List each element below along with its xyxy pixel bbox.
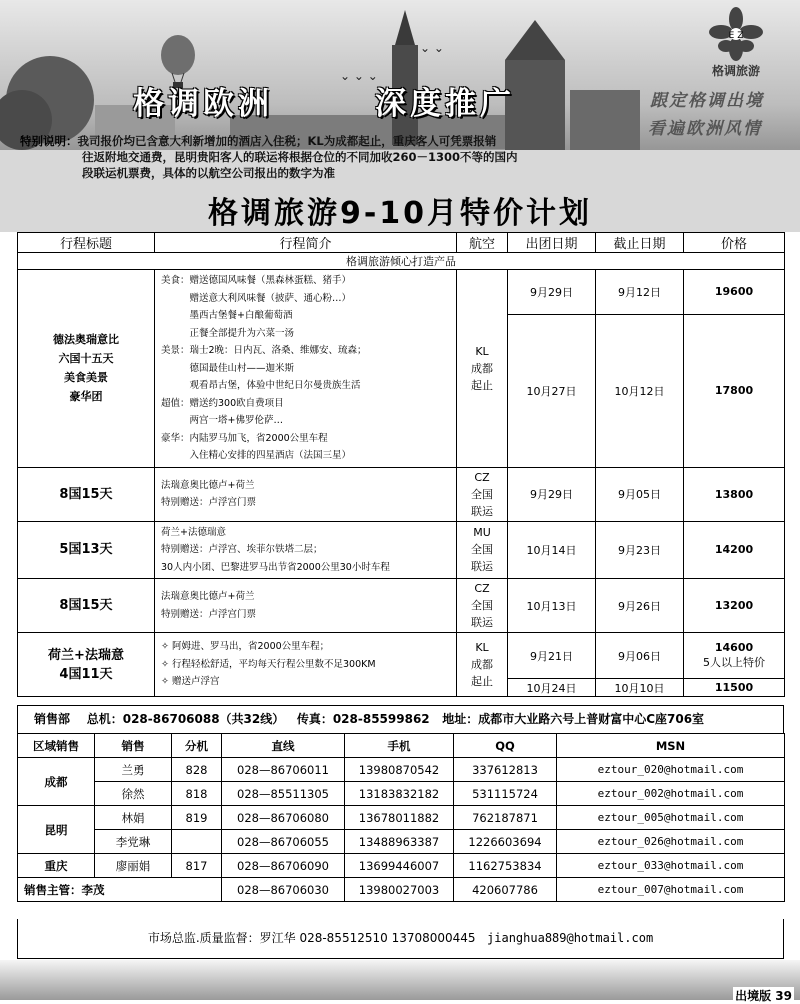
sales-name: 兰勇 xyxy=(95,758,172,782)
logo-caption: 格调旅游 xyxy=(711,64,760,78)
contact-bar xyxy=(17,705,784,733)
section-label: 格调旅游倾心打造产品 xyxy=(18,253,785,270)
table-row xyxy=(18,467,785,521)
tour-title: 德法奥瑞意比 六国十五天 美食美景 豪华团 xyxy=(18,270,155,468)
table-row xyxy=(18,579,785,633)
sales-ext: 817 xyxy=(172,854,222,878)
sales-name: 林娟 xyxy=(95,806,172,830)
note-line-1: 我司报价均已含意大利新增加的酒店入住税；KL为成都起止，重庆客人可凭票报销 xyxy=(77,134,497,148)
tour-title: 8国15天 xyxy=(18,579,155,633)
note-line-2: 往返附地交通费，昆明贵阳客人的联运将根据仓位的不同加收260－1300不等的国内 xyxy=(82,150,518,164)
sales-name: 李党琳 xyxy=(95,830,172,854)
company-logo xyxy=(680,6,792,78)
col-header-departure: 出团日期 xyxy=(508,233,596,253)
deadline-date: 10月12日 xyxy=(596,314,684,467)
sales-ext: 819 xyxy=(172,806,222,830)
table-row xyxy=(18,806,785,830)
director-email[interactable]: jianghua889@hotmail.com xyxy=(487,931,654,945)
table-row xyxy=(18,633,785,679)
tour-description: 法瑞意奥比德卢+荷兰 特别赠送：卢浮宫门票 xyxy=(155,579,457,633)
price: 17800 xyxy=(684,314,785,467)
airline-cell: KL 成都 起止 xyxy=(457,633,508,697)
sales-header-row xyxy=(18,734,785,758)
footer-contact xyxy=(17,919,784,959)
page-title: 格调旅游9-10月特价计划 xyxy=(207,196,593,231)
sales-ext: 828 xyxy=(172,758,222,782)
col-header-qq: QQ xyxy=(454,734,557,758)
sales-qq: 1162753834 xyxy=(454,854,557,878)
deadline-date: 9月26日 xyxy=(596,579,684,633)
svg-text:⌄ ⌄ ⌄: ⌄ ⌄ ⌄ xyxy=(340,69,378,83)
headline-left: 格调欧洲 xyxy=(133,86,273,122)
sales-contact-table xyxy=(17,733,785,902)
deadline-date: 9月06日 xyxy=(596,633,684,679)
price-value: 14600 xyxy=(714,641,754,654)
tour-description: ✧ 阿姆进、罗马出，省2000公里车程； ✧ 行程轻松舒适，平均每天行程公里数不足300KM ✧ 赠送卢浮宫 xyxy=(155,633,457,697)
sales-mobile: 13488963387 xyxy=(345,830,454,854)
tour-description: 荷兰+法德瑞意 特别赠送：卢浮宫、埃菲尔铁塔二层； 30人内小团、巴黎进罗马出节省2000公里30小时车程 xyxy=(155,521,457,579)
director-info: 市场总监.质量监督：罗江华 028-85512510 13708000445 xyxy=(147,931,476,945)
col-header-line: 直线 xyxy=(222,734,345,758)
sales-mobile: 13678011882 xyxy=(345,806,454,830)
tour-title: 荷兰+法瑞意 4国11天 xyxy=(18,633,155,697)
sales-mobile: 13980870542 xyxy=(345,758,454,782)
table-row xyxy=(18,521,785,579)
deadline-date: 9月12日 xyxy=(596,270,684,315)
page-number: 出境版 39 xyxy=(735,989,792,1003)
sales-ext xyxy=(172,830,222,854)
sales-qq: 1226603694 xyxy=(454,830,557,854)
table-row xyxy=(18,758,785,782)
table-row xyxy=(18,270,785,315)
sales-msn: eztour_007@hotmail.com xyxy=(557,878,785,902)
sales-msn: eztour_005@hotmail.com xyxy=(557,806,785,830)
col-header-airline: 航空 xyxy=(457,233,508,253)
note-label: 特别说明： xyxy=(20,134,78,148)
col-header-title: 行程标题 xyxy=(18,233,155,253)
sales-msn: eztour_020@hotmail.com xyxy=(557,758,785,782)
logo-letters: E Z xyxy=(728,31,744,41)
main-phone: 总机：028-86706088（共32线） xyxy=(86,712,285,726)
col-header-sales: 销售 xyxy=(95,734,172,758)
slogan-line-2: 看遍欧洲风情 xyxy=(648,119,762,139)
price: 14200 xyxy=(684,521,785,579)
departure-date: 10月27日 xyxy=(508,314,596,467)
sales-qq: 762187871 xyxy=(454,806,557,830)
bottom-decoration xyxy=(0,960,800,1000)
sales-supervisor: 销售主管：李茂 xyxy=(18,878,222,902)
sales-line: 028—85511305 xyxy=(222,782,345,806)
table-row xyxy=(18,830,785,854)
col-header-deadline: 截止日期 xyxy=(596,233,684,253)
col-header-summary: 行程简介 xyxy=(155,233,457,253)
sales-mobile: 13980027003 xyxy=(345,878,454,902)
price-note: 5人以上特价 xyxy=(703,656,765,669)
sales-qq: 337612813 xyxy=(454,758,557,782)
departure-date: 10月14日 xyxy=(508,521,596,579)
sales-line: 028—86706011 xyxy=(222,758,345,782)
sales-line: 028—86706080 xyxy=(222,806,345,830)
sales-mobile: 13699446007 xyxy=(345,854,454,878)
table-row xyxy=(18,782,785,806)
region-chengdu: 成都 xyxy=(18,758,95,806)
deadline-date: 9月23日 xyxy=(596,521,684,579)
price xyxy=(684,633,785,679)
col-header-price: 价格 xyxy=(684,233,785,253)
header-banner xyxy=(0,0,800,232)
sales-name: 徐然 xyxy=(95,782,172,806)
sales-line: 028—86706090 xyxy=(222,854,345,878)
col-header-msn: MSN xyxy=(557,734,785,758)
price: 13200 xyxy=(684,579,785,633)
sales-dept-label: 销售部 xyxy=(34,712,71,726)
price: 11500 xyxy=(684,679,785,697)
tour-price-table xyxy=(17,232,785,697)
departure-date: 9月29日 xyxy=(508,270,596,315)
sales-msn: eztour_033@hotmail.com xyxy=(557,854,785,878)
sales-qq: 420607786 xyxy=(454,878,557,902)
sales-mobile: 13183832182 xyxy=(345,782,454,806)
region-chongqing: 重庆 xyxy=(18,854,95,878)
tour-description: 美食：赠送德国风味餐（黑森林蛋糕、猪手） 赠送意大利风味餐（披萨、通心粉…） 墨西古堡餐+白酿葡萄酒 正餐全部提升为六菜一汤 美景：瑞士2晚：日内瓦、洛桑、维娜安、琉森； 德国最佳山村——迦米斯 观看昂古堡，体验中世纪日尔曼贵族生活 超值：赠送约300欧自费项目 两宫一塔+佛罗伦萨… 豪华：内陆罗马加飞，省2000公里车程 入住精心安排的四星酒店（法国三星） xyxy=(155,270,457,468)
departure-date: 9月29日 xyxy=(508,467,596,521)
deadline-date: 9月05日 xyxy=(596,467,684,521)
tour-title: 5国13天 xyxy=(18,521,155,579)
sales-msn: eztour_002@hotmail.com xyxy=(557,782,785,806)
col-header-region: 区域销售 xyxy=(18,734,95,758)
sales-qq: 531115724 xyxy=(454,782,557,806)
deadline-date: 10月10日 xyxy=(596,679,684,697)
sales-line: 028—86706055 xyxy=(222,830,345,854)
slogan-line-1: 跟定格调出境 xyxy=(650,91,764,111)
sales-line: 028—86706030 xyxy=(222,878,345,902)
table-row xyxy=(18,878,785,902)
special-note xyxy=(20,133,660,181)
table-row xyxy=(18,854,785,878)
fax: 传真：028-85599862 xyxy=(296,712,430,726)
airline-cell: MU 全国 联运 xyxy=(457,521,508,579)
sales-ext: 818 xyxy=(172,782,222,806)
departure-date: 10月24日 xyxy=(508,679,596,697)
price: 13800 xyxy=(684,467,785,521)
headline-right: 深度推广 xyxy=(375,86,515,122)
departure-date: 10月13日 xyxy=(508,579,596,633)
col-header-mobile: 手机 xyxy=(345,734,454,758)
airline-cell: CZ 全国 联运 xyxy=(457,467,508,521)
airline-cell: CZ 全国 联运 xyxy=(457,579,508,633)
sales-name: 廖丽娟 xyxy=(95,854,172,878)
tour-description: 法瑞意奥比德卢+荷兰 特别赠送：卢浮宫门票 xyxy=(155,467,457,521)
price: 19600 xyxy=(684,270,785,315)
orchid-icon xyxy=(680,6,792,62)
sales-msn: eztour_026@hotmail.com xyxy=(557,830,785,854)
svg-text:⌄ ⌄: ⌄ ⌄ xyxy=(420,41,444,55)
airline-cell: KL 成都 起止 xyxy=(457,270,508,468)
address: 地址：成都市大业路六号上普财富中心C座706室 xyxy=(442,712,705,726)
region-kunming: 昆明 xyxy=(18,806,95,854)
tour-title: 8国15天 xyxy=(18,467,155,521)
note-line-3: 段联运机票费，具体的以航空公司报出的数字为准 xyxy=(82,166,335,180)
col-header-ext: 分机 xyxy=(172,734,222,758)
table-header-row xyxy=(18,233,785,253)
departure-date: 9月21日 xyxy=(508,633,596,679)
